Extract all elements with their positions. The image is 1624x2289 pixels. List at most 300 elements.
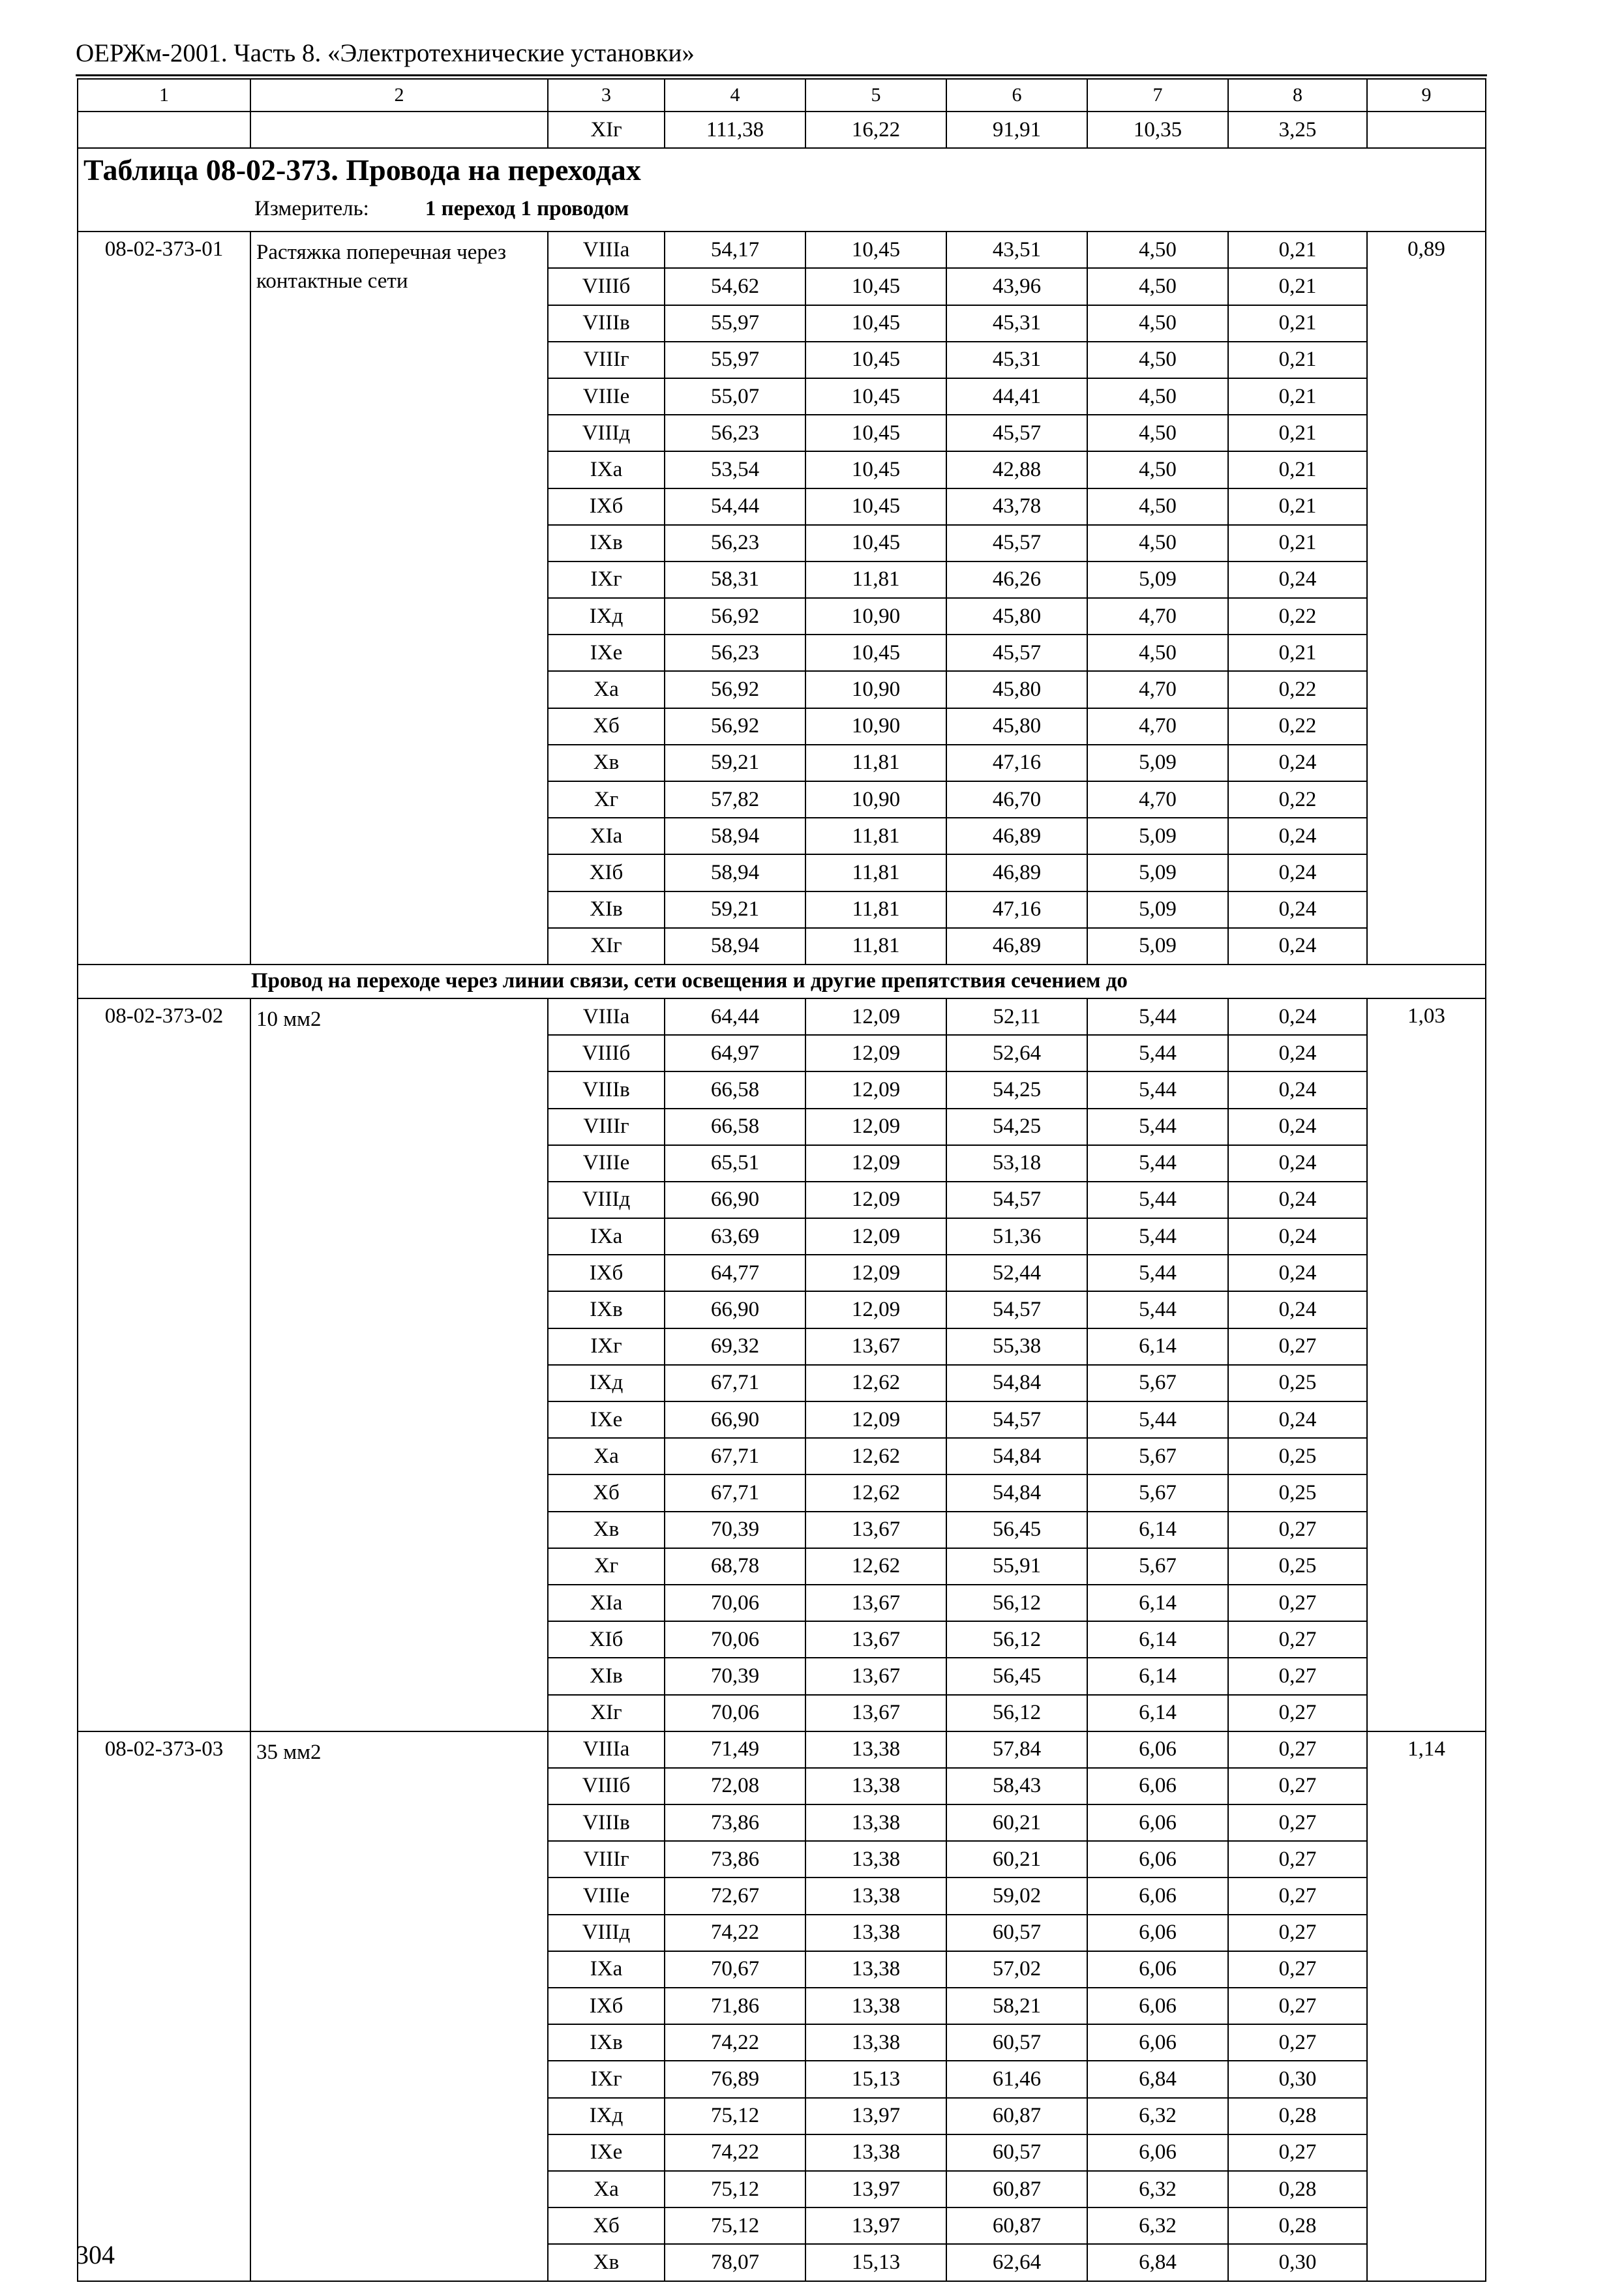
value-cell: 0,24 xyxy=(1228,1035,1367,1071)
value-cell: 13,67 xyxy=(805,1658,946,1694)
page-number: 304 xyxy=(76,2240,115,2269)
value-cell: 74,22 xyxy=(665,2024,805,2061)
value-cell: 0,27 xyxy=(1228,1512,1367,1548)
zone-cell: VIIIд xyxy=(548,1182,665,1218)
table-title: Таблица 08-02-373. Провода на переходах xyxy=(83,153,641,187)
value-cell: 10,90 xyxy=(805,781,946,818)
value-cell: 52,11 xyxy=(946,998,1087,1035)
measure-label: Измеритель: xyxy=(254,197,369,221)
value-cell: 0,27 xyxy=(1228,1731,1367,1768)
value-cell: 0,27 xyxy=(1228,1878,1367,1914)
value-cell: 0,27 xyxy=(1228,1915,1367,1951)
value-cell: 0,24 xyxy=(1228,1145,1367,1182)
value-cell: 60,57 xyxy=(946,2024,1087,2061)
value-cell: 46,89 xyxy=(946,928,1087,965)
value-cell: 47,16 xyxy=(946,891,1087,928)
value-cell: 6,14 xyxy=(1087,1585,1228,1621)
value-cell: 0,24 xyxy=(1228,745,1367,781)
value-cell: 68,78 xyxy=(665,1548,805,1585)
description-cell: 10 мм2 xyxy=(250,998,548,1731)
value-cell: 60,87 xyxy=(946,2171,1087,2207)
value-cell: 73,86 xyxy=(665,1841,805,1878)
value-cell: 56,45 xyxy=(946,1512,1087,1548)
value-cell: 59,21 xyxy=(665,891,805,928)
value-cell: 12,09 xyxy=(805,1401,946,1438)
value-cell: 70,67 xyxy=(665,1951,805,1988)
value-cell: 54,62 xyxy=(665,268,805,305)
value-cell: 56,92 xyxy=(665,598,805,635)
value-cell: 45,31 xyxy=(946,342,1087,378)
value-cell: 45,80 xyxy=(946,671,1087,708)
zone-cell: IXб xyxy=(548,1255,665,1291)
value-cell: 0,24 xyxy=(1228,891,1367,928)
value-cell: 0,27 xyxy=(1228,2134,1367,2171)
value-cell: 60,21 xyxy=(946,1804,1087,1841)
value-cell: 0,27 xyxy=(1228,2024,1367,2061)
value-cell: 6,14 xyxy=(1087,1621,1228,1658)
value-cell: 0,21 xyxy=(1228,305,1367,342)
value-cell: 46,70 xyxy=(946,781,1087,818)
value-cell: 0,27 xyxy=(1228,1695,1367,1731)
value-cell: 72,67 xyxy=(665,1878,805,1914)
value-cell: 58,94 xyxy=(665,818,805,854)
zone-cell: VIIIа xyxy=(548,998,665,1035)
value-cell: 5,09 xyxy=(1087,854,1228,891)
value-cell: 54,57 xyxy=(946,1401,1087,1438)
value-cell: 43,51 xyxy=(946,232,1087,268)
value-cell: 56,23 xyxy=(665,525,805,561)
value-cell: 60,87 xyxy=(946,2098,1087,2134)
value-cell: 45,57 xyxy=(946,635,1087,671)
value-cell: 0,21 xyxy=(1228,378,1367,415)
column-number-row xyxy=(78,79,1486,112)
subheading: Провод на переходе через линии связи, сети освещения и другие препятствия сечением до xyxy=(78,965,1486,998)
zone-cell: IXб xyxy=(548,1988,665,2024)
value-cell: 0,25 xyxy=(1228,1474,1367,1511)
value-cell: 10,45 xyxy=(805,268,946,305)
value-cell: 0,30 xyxy=(1228,2244,1367,2281)
zone-cell: IXд xyxy=(548,2098,665,2134)
value-cell: 6,06 xyxy=(1087,1951,1228,1988)
zone-cell: Xа xyxy=(548,2171,665,2207)
zone-cell: Xа xyxy=(548,671,665,708)
measure-line xyxy=(254,198,1480,220)
value-cell: 10,45 xyxy=(805,342,946,378)
value-cell: 4,50 xyxy=(1087,232,1228,268)
value-cell: 54,57 xyxy=(946,1291,1087,1328)
zone-cell: XIг xyxy=(548,928,665,965)
value-cell: 71,49 xyxy=(665,1731,805,1768)
value-cell: 6,06 xyxy=(1087,2024,1228,2061)
value-cell: 45,57 xyxy=(946,525,1087,561)
value-cell: 55,38 xyxy=(946,1328,1087,1365)
zone-cell: IXв xyxy=(548,1291,665,1328)
value-cell: 13,38 xyxy=(805,1768,946,1804)
value-cell: 12,09 xyxy=(805,998,946,1035)
value-cell: 13,38 xyxy=(805,1731,946,1768)
value-cell: 52,44 xyxy=(946,1255,1087,1291)
value-cell: 0,24 xyxy=(1228,818,1367,854)
value-cell: 66,58 xyxy=(665,1109,805,1145)
column-number: 5 xyxy=(805,79,946,112)
zone-cell: Xа xyxy=(548,1438,665,1474)
value-cell: 6,84 xyxy=(1087,2244,1228,2281)
value-cell: 76,89 xyxy=(665,2061,805,2097)
value-cell: 4,50 xyxy=(1087,415,1228,451)
value-cell: 6,06 xyxy=(1087,1841,1228,1878)
value-cell: 64,77 xyxy=(665,1255,805,1291)
value-cell: 54,57 xyxy=(946,1182,1087,1218)
value-cell: 0,21 xyxy=(1228,415,1367,451)
value-cell: 0,21 xyxy=(1228,488,1367,525)
value-cell: 71,86 xyxy=(665,1988,805,2024)
value-cell: 74,22 xyxy=(665,2134,805,2171)
value-cell: 5,67 xyxy=(1087,1438,1228,1474)
column-number: 4 xyxy=(665,79,805,112)
zone-cell: VIIIе xyxy=(548,1878,665,1914)
value-cell: 5,44 xyxy=(1087,1109,1228,1145)
value-cell: 66,90 xyxy=(665,1401,805,1438)
zone-cell: VIIIб xyxy=(548,268,665,305)
value-cell: 78,07 xyxy=(665,2244,805,2281)
value-cell: 5,44 xyxy=(1087,1401,1228,1438)
zone-cell: VIIIд xyxy=(548,415,665,451)
value-cell: 6,32 xyxy=(1087,2207,1228,2244)
value-cell: 64,44 xyxy=(665,998,805,1035)
value-cell: 56,23 xyxy=(665,635,805,671)
value-cell: 43,78 xyxy=(946,488,1087,525)
column-number: 7 xyxy=(1087,79,1228,112)
value-cell: 0,27 xyxy=(1228,1585,1367,1621)
column-number: 1 xyxy=(78,79,250,112)
value-cell: 66,58 xyxy=(665,1071,805,1108)
value-cell: 6,14 xyxy=(1087,1658,1228,1694)
last-value-cell: 1,03 xyxy=(1367,998,1486,1731)
value-cell: 58,43 xyxy=(946,1768,1087,1804)
value-cell: 46,89 xyxy=(946,818,1087,854)
header-rule xyxy=(76,74,1487,76)
value-cell: 10,45 xyxy=(805,451,946,488)
value-cell: 0,27 xyxy=(1228,1988,1367,2024)
zone-cell: IXг xyxy=(548,1328,665,1365)
value-cell: 5,09 xyxy=(1087,561,1228,598)
value-cell: 0,24 xyxy=(1228,1182,1367,1218)
value-cell: 4,50 xyxy=(1087,525,1228,561)
value-cell: 60,57 xyxy=(946,1915,1087,1951)
value-cell: 56,12 xyxy=(946,1695,1087,1731)
zone-cell: Xг xyxy=(548,781,665,818)
zone-cell: Xв xyxy=(548,1512,665,1548)
zone-cell: VIIIв xyxy=(548,305,665,342)
zone-cell: Xб xyxy=(548,2207,665,2244)
value-cell: 4,50 xyxy=(1087,305,1228,342)
value-cell: 4,50 xyxy=(1087,635,1228,671)
value-cell: 54,25 xyxy=(946,1071,1087,1108)
value-cell: 45,80 xyxy=(946,708,1087,745)
value-cell: 55,97 xyxy=(665,305,805,342)
value-cell: 6,06 xyxy=(1087,1768,1228,1804)
zone-cell: VIIIг xyxy=(548,342,665,378)
value-cell: 64,97 xyxy=(665,1035,805,1071)
value-cell: 60,21 xyxy=(946,1841,1087,1878)
value-cell: 0,24 xyxy=(1228,1255,1367,1291)
value-cell: 58,94 xyxy=(665,928,805,965)
zone-cell: VIIIв xyxy=(548,1804,665,1841)
value-cell: 12,09 xyxy=(805,1182,946,1218)
value-cell: 51,36 xyxy=(946,1218,1087,1255)
value-cell: 5,09 xyxy=(1087,891,1228,928)
value-cell: 5,09 xyxy=(1087,818,1228,854)
zone-cell: VIIIа xyxy=(548,232,665,268)
value-cell: 0,27 xyxy=(1228,1804,1367,1841)
value-cell: 59,02 xyxy=(946,1878,1087,1914)
zone-cell: VIIIа xyxy=(548,1731,665,1768)
value-cell: 54,25 xyxy=(946,1109,1087,1145)
value-cell: 67,71 xyxy=(665,1365,805,1401)
value-cell: 10,45 xyxy=(805,305,946,342)
value-cell: 0,27 xyxy=(1228,1841,1367,1878)
zone-cell: VIIIб xyxy=(548,1035,665,1071)
value-cell: 56,23 xyxy=(665,415,805,451)
zone-cell: IXг xyxy=(548,2061,665,2097)
value-cell: 0,24 xyxy=(1228,854,1367,891)
value-cell: 12,09 xyxy=(805,1255,946,1291)
value-cell: 10,45 xyxy=(805,415,946,451)
value-cell: 57,84 xyxy=(946,1731,1087,1768)
value-cell: 0,22 xyxy=(1228,781,1367,818)
value-cell: 70,06 xyxy=(665,1621,805,1658)
value-cell: 0,24 xyxy=(1228,1109,1367,1145)
value-cell: 0,24 xyxy=(1228,1071,1367,1108)
value-cell: 6,14 xyxy=(1087,1512,1228,1548)
value-cell: 52,64 xyxy=(946,1035,1087,1071)
value-cell: 13,38 xyxy=(805,1988,946,2024)
value-cell: 13,38 xyxy=(805,1841,946,1878)
value-cell: 91,91 xyxy=(946,112,1087,148)
value-cell: 69,32 xyxy=(665,1328,805,1365)
value-cell: 57,02 xyxy=(946,1951,1087,1988)
value-cell: 5,67 xyxy=(1087,1548,1228,1585)
code-cell: 08-02-373-02 xyxy=(78,998,250,1731)
table-row xyxy=(78,112,1486,148)
value-cell: 54,84 xyxy=(946,1438,1087,1474)
value-cell: 6,84 xyxy=(1087,2061,1228,2097)
value-cell: 13,38 xyxy=(805,2024,946,2061)
value-cell: 10,35 xyxy=(1087,112,1228,148)
last-value-cell: 1,14 xyxy=(1367,1731,1486,2281)
value-cell: 4,50 xyxy=(1087,378,1228,415)
value-cell: 4,50 xyxy=(1087,268,1228,305)
value-cell: 0,27 xyxy=(1228,1768,1367,1804)
zone-cell: IXд xyxy=(548,598,665,635)
value-cell: 13,97 xyxy=(805,2207,946,2244)
value-cell: 13,38 xyxy=(805,1804,946,1841)
zone-cell: IXа xyxy=(548,1218,665,1255)
zone-cell: IXг xyxy=(548,561,665,598)
value-cell: 12,62 xyxy=(805,1365,946,1401)
value-cell: 11,81 xyxy=(805,928,946,965)
table-row xyxy=(78,998,1486,1035)
value-cell: 56,12 xyxy=(946,1585,1087,1621)
value-cell: 5,44 xyxy=(1087,1145,1228,1182)
value-cell: 10,45 xyxy=(805,232,946,268)
value-cell: 12,62 xyxy=(805,1438,946,1474)
value-cell: 43,96 xyxy=(946,268,1087,305)
zone-cell: VIIIг xyxy=(548,1109,665,1145)
value-cell: 13,97 xyxy=(805,2171,946,2207)
value-cell: 5,44 xyxy=(1087,1218,1228,1255)
value-cell: 0,25 xyxy=(1228,1548,1367,1585)
value-cell: 13,97 xyxy=(805,2098,946,2134)
value-cell: 0,27 xyxy=(1228,1658,1367,1694)
column-number: 8 xyxy=(1228,79,1367,112)
value-cell: 11,81 xyxy=(805,561,946,598)
value-cell: 0,21 xyxy=(1228,635,1367,671)
value-cell: 0,21 xyxy=(1228,451,1367,488)
value-cell: 10,90 xyxy=(805,671,946,708)
value-cell: 13,67 xyxy=(805,1621,946,1658)
zone-cell: XIв xyxy=(548,891,665,928)
zone-cell: XIв xyxy=(548,1658,665,1694)
table-row xyxy=(78,1731,1486,1768)
value-cell: 70,06 xyxy=(665,1585,805,1621)
code-cell: 08-02-373-03 xyxy=(78,1731,250,2281)
zone-cell: XIб xyxy=(548,1621,665,1658)
code-cell: 08-02-373-01 xyxy=(78,232,250,965)
zone-cell: IXе xyxy=(548,1401,665,1438)
value-cell: 0,28 xyxy=(1228,2098,1367,2134)
zone-cell: XIб xyxy=(548,854,665,891)
zone-cell: Xг xyxy=(548,1548,665,1585)
zone-cell: XIа xyxy=(548,818,665,854)
value-cell: 13,67 xyxy=(805,1328,946,1365)
value-cell: 66,90 xyxy=(665,1182,805,1218)
value-cell: 60,57 xyxy=(946,2134,1087,2171)
zone-cell: IXд xyxy=(548,1365,665,1401)
value-cell: 46,26 xyxy=(946,561,1087,598)
value-cell: 0,24 xyxy=(1228,561,1367,598)
value-cell: 6,14 xyxy=(1087,1328,1228,1365)
value-cell: 4,50 xyxy=(1087,451,1228,488)
value-cell: 42,88 xyxy=(946,451,1087,488)
value-cell: 55,07 xyxy=(665,378,805,415)
value-cell: 5,67 xyxy=(1087,1365,1228,1401)
column-number: 3 xyxy=(548,79,665,112)
zone-cell: Xб xyxy=(548,708,665,745)
zone-cell: VIIIе xyxy=(548,1145,665,1182)
value-cell: 45,31 xyxy=(946,305,1087,342)
value-cell: 75,12 xyxy=(665,2207,805,2244)
value-cell: 6,06 xyxy=(1087,1988,1228,2024)
value-cell: 11,81 xyxy=(805,854,946,891)
value-cell: 47,16 xyxy=(946,745,1087,781)
value-cell: 45,80 xyxy=(946,598,1087,635)
price-table xyxy=(77,78,1486,2282)
value-cell: 5,44 xyxy=(1087,998,1228,1035)
value-cell: 6,06 xyxy=(1087,2134,1228,2171)
value-cell: 72,08 xyxy=(665,1768,805,1804)
value-cell: 11,81 xyxy=(805,818,946,854)
value-cell: 70,39 xyxy=(665,1658,805,1694)
column-number: 6 xyxy=(946,79,1087,112)
value-cell: 55,97 xyxy=(665,342,805,378)
value-cell: 0,21 xyxy=(1228,268,1367,305)
value-cell: 0,22 xyxy=(1228,708,1367,745)
value-cell: 66,90 xyxy=(665,1291,805,1328)
zone-cell: IXе xyxy=(548,635,665,671)
description-cell: 35 мм2 xyxy=(250,1731,548,2281)
zone-cell: VIIIг xyxy=(548,1841,665,1878)
value-cell: 58,31 xyxy=(665,561,805,598)
value-cell: 10,45 xyxy=(805,488,946,525)
value-cell: 56,92 xyxy=(665,671,805,708)
value-cell: 53,18 xyxy=(946,1145,1087,1182)
value-cell: 12,09 xyxy=(805,1291,946,1328)
value-cell: 6,06 xyxy=(1087,1878,1228,1914)
value-cell: 0,25 xyxy=(1228,1438,1367,1474)
value-cell: 5,44 xyxy=(1087,1182,1228,1218)
value-cell: 4,50 xyxy=(1087,488,1228,525)
document-header: ОЕРЖм-2001. Часть 8. «Электротехнические установки» xyxy=(76,39,695,67)
value-cell: 3,25 xyxy=(1228,112,1367,148)
value-cell: 54,17 xyxy=(665,232,805,268)
value-cell: 13,67 xyxy=(805,1585,946,1621)
zone-cell: IXа xyxy=(548,1951,665,1988)
value-cell: 13,38 xyxy=(805,1915,946,1951)
value-cell: 0,21 xyxy=(1228,232,1367,268)
value-cell: 5,44 xyxy=(1087,1255,1228,1291)
value-cell: 65,51 xyxy=(665,1145,805,1182)
value-cell: 57,82 xyxy=(665,781,805,818)
value-cell: 4,70 xyxy=(1087,708,1228,745)
zone-cell: IXа xyxy=(548,451,665,488)
value-cell: 15,13 xyxy=(805,2244,946,2281)
zone-cell: XIг xyxy=(548,1695,665,1731)
value-cell: 62,64 xyxy=(946,2244,1087,2281)
value-cell: 54,44 xyxy=(665,488,805,525)
value-cell: 12,09 xyxy=(805,1218,946,1255)
value-cell: 10,45 xyxy=(805,378,946,415)
last-value-cell: 0,89 xyxy=(1367,232,1486,965)
value-cell: 10,45 xyxy=(805,525,946,561)
value-cell: 13,38 xyxy=(805,1878,946,1914)
value-cell: 0,24 xyxy=(1228,1291,1367,1328)
value-cell: 56,12 xyxy=(946,1621,1087,1658)
value-cell: 6,14 xyxy=(1087,1695,1228,1731)
value-cell: 6,06 xyxy=(1087,1731,1228,1768)
value-cell: 67,71 xyxy=(665,1438,805,1474)
value-cell: 54,84 xyxy=(946,1365,1087,1401)
zone-cell: IXе xyxy=(548,2134,665,2171)
zone-cell: XIг xyxy=(548,112,665,148)
value-cell: 6,06 xyxy=(1087,1804,1228,1841)
value-cell: 0,22 xyxy=(1228,671,1367,708)
value-cell: 63,69 xyxy=(665,1218,805,1255)
value-cell: 10,90 xyxy=(805,598,946,635)
value-cell: 11,81 xyxy=(805,745,946,781)
value-cell: 61,46 xyxy=(946,2061,1087,2097)
value-cell: 70,39 xyxy=(665,1512,805,1548)
value-cell: 12,09 xyxy=(805,1145,946,1182)
zone-cell: VIIIд xyxy=(548,1915,665,1951)
value-cell: 60,87 xyxy=(946,2207,1087,2244)
zone-cell: IXв xyxy=(548,2024,665,2061)
value-cell: 16,22 xyxy=(805,112,946,148)
description-cell: Растяжка поперечная через контактные сети xyxy=(250,232,548,965)
zone-cell: VIIIб xyxy=(548,1768,665,1804)
value-cell: 4,50 xyxy=(1087,342,1228,378)
value-cell: 5,44 xyxy=(1087,1035,1228,1071)
